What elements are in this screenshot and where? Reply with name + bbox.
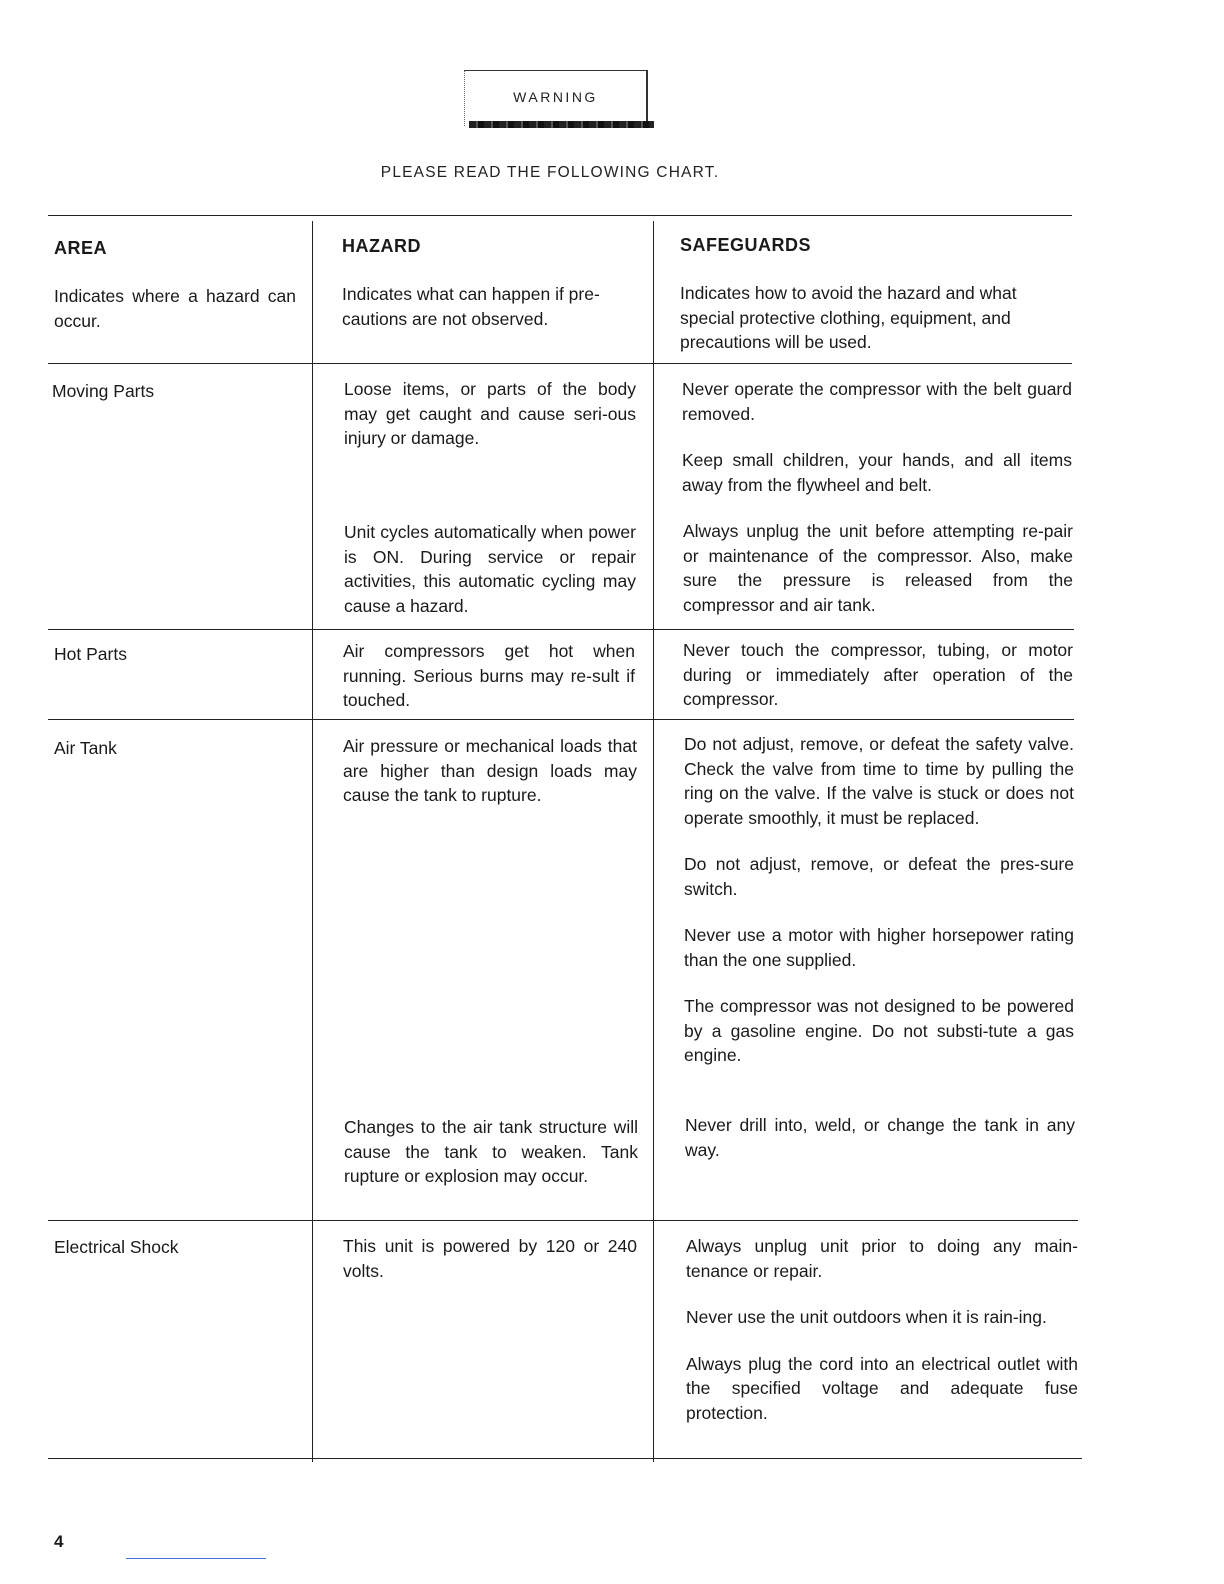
row-safeguard: [686, 1234, 1078, 1425]
safeguard-text: Never operate the compressor with the belt guard removed.: [682, 379, 1072, 424]
row-hazard: [343, 1234, 637, 1283]
row-safeguard: [683, 519, 1073, 617]
column-divider: [653, 221, 654, 1462]
row-safeguard: [682, 377, 1072, 497]
table-top-rule: [48, 215, 1072, 216]
safeguard-text: Never touch the compressor, tubing, or motor during or immediately after operation of the compressor.: [683, 640, 1073, 709]
row-hazard: [343, 734, 637, 808]
hazard-text: This unit is powered by 120 or 240 volts.: [343, 1236, 637, 1281]
legend-area: [54, 284, 296, 333]
header-safeguards: SAFEGUARDS: [680, 235, 812, 255]
row-hazard: [344, 520, 636, 618]
header-hazard: HAZARD: [342, 236, 421, 256]
row-rule: [48, 1220, 1078, 1221]
safeguard-text: The compressor was not designed to be powered by a gasoline engine. Do not substi-tute a gas engine.: [684, 996, 1074, 1065]
safeguard-text: Do not adjust, remove, or defeat the pres-sure switch.: [684, 854, 1074, 899]
safeguard-text: Never use a motor with higher horsepower rating than the one supplied.: [684, 925, 1074, 970]
legend-safeguards: [680, 281, 1072, 355]
safeguard-text: Keep small children, your hands, and all items away from the flywheel and belt.: [682, 450, 1072, 495]
row-rule: [48, 629, 1074, 630]
row-area-hot-parts: Hot Parts: [54, 644, 127, 664]
safeguard-text: Always unplug the unit before attempting re-pair or maintenance of the compressor. Also, make sure the pressure is released from the compressor and air tank.: [683, 521, 1073, 615]
hazard-text: Air compressors get hot when running. Serious burns may re-sult if touched.: [343, 641, 635, 710]
safeguard-text: Do not adjust, remove, or defeat the safety valve. Check the valve from time to time by pulling the ring on the valve. If the valve is stuck or does not operate smoothly, it must be replaced.: [684, 734, 1074, 828]
safeguard-text: Never use the unit outdoors when it is rain-ing.: [686, 1307, 1047, 1327]
legend-hazard: [342, 282, 642, 331]
hazard-text: Unit cycles automatically when power is ON. During service or repair activities, this automatic cycling may cause a hazard.: [344, 522, 636, 616]
safeguard-text: Always unplug unit prior to doing any main-tenance or repair.: [686, 1236, 1078, 1281]
table-bottom-rule: [48, 1458, 1082, 1459]
row-rule: [48, 719, 1074, 720]
row-area-moving-parts: Moving Parts: [52, 381, 155, 401]
legend-area-text: Indicates where a hazard can occur.: [54, 286, 296, 331]
hazard-text: Changes to the air tank structure will cause the tank to weaken. Tank rupture or explosion may occur.: [344, 1117, 638, 1186]
hazard-text: Air pressure or mechanical loads that are higher than design loads may cause the tank to rupture.: [343, 736, 637, 805]
warning-bar: [469, 121, 654, 128]
safeguard-text: Always plug the cord into an electrical outlet with the specified voltage and adequate fuse protection.: [686, 1353, 1078, 1423]
legend-safeguards-text: Indicates how to avoid the hazard and what special protective clothing, equipment, and precautions will be used.: [680, 283, 1017, 352]
hazard-text: Loose items, or parts of the body may get caught and cause seri-ous injury or damage.: [344, 379, 636, 448]
footer-link-underline: [126, 1558, 266, 1559]
row-safeguard: [683, 638, 1073, 712]
column-divider: [312, 221, 313, 1462]
row-area-air-tank: Air Tank: [54, 738, 117, 758]
page-number: 4: [54, 1532, 64, 1551]
row-hazard: [343, 639, 635, 713]
row-hazard: [344, 1115, 638, 1189]
row-safeguard: [685, 1113, 1075, 1162]
row-rule: [48, 363, 1072, 364]
warning-label: WARNING: [513, 89, 598, 105]
header-area: AREA: [54, 238, 108, 258]
warning-banner: [464, 70, 648, 126]
legend-hazard-text: Indicates what can happen if pre-cautions are not observed.: [342, 284, 600, 329]
row-safeguard: [684, 732, 1074, 1068]
instruction-text: PLEASE READ THE FOLLOWING CHART.: [380, 164, 720, 181]
row-hazard: [344, 377, 636, 451]
safeguard-text: Never drill into, weld, or change the tank in any way.: [685, 1115, 1075, 1160]
row-area-electrical-shock: Electrical Shock: [54, 1237, 179, 1257]
